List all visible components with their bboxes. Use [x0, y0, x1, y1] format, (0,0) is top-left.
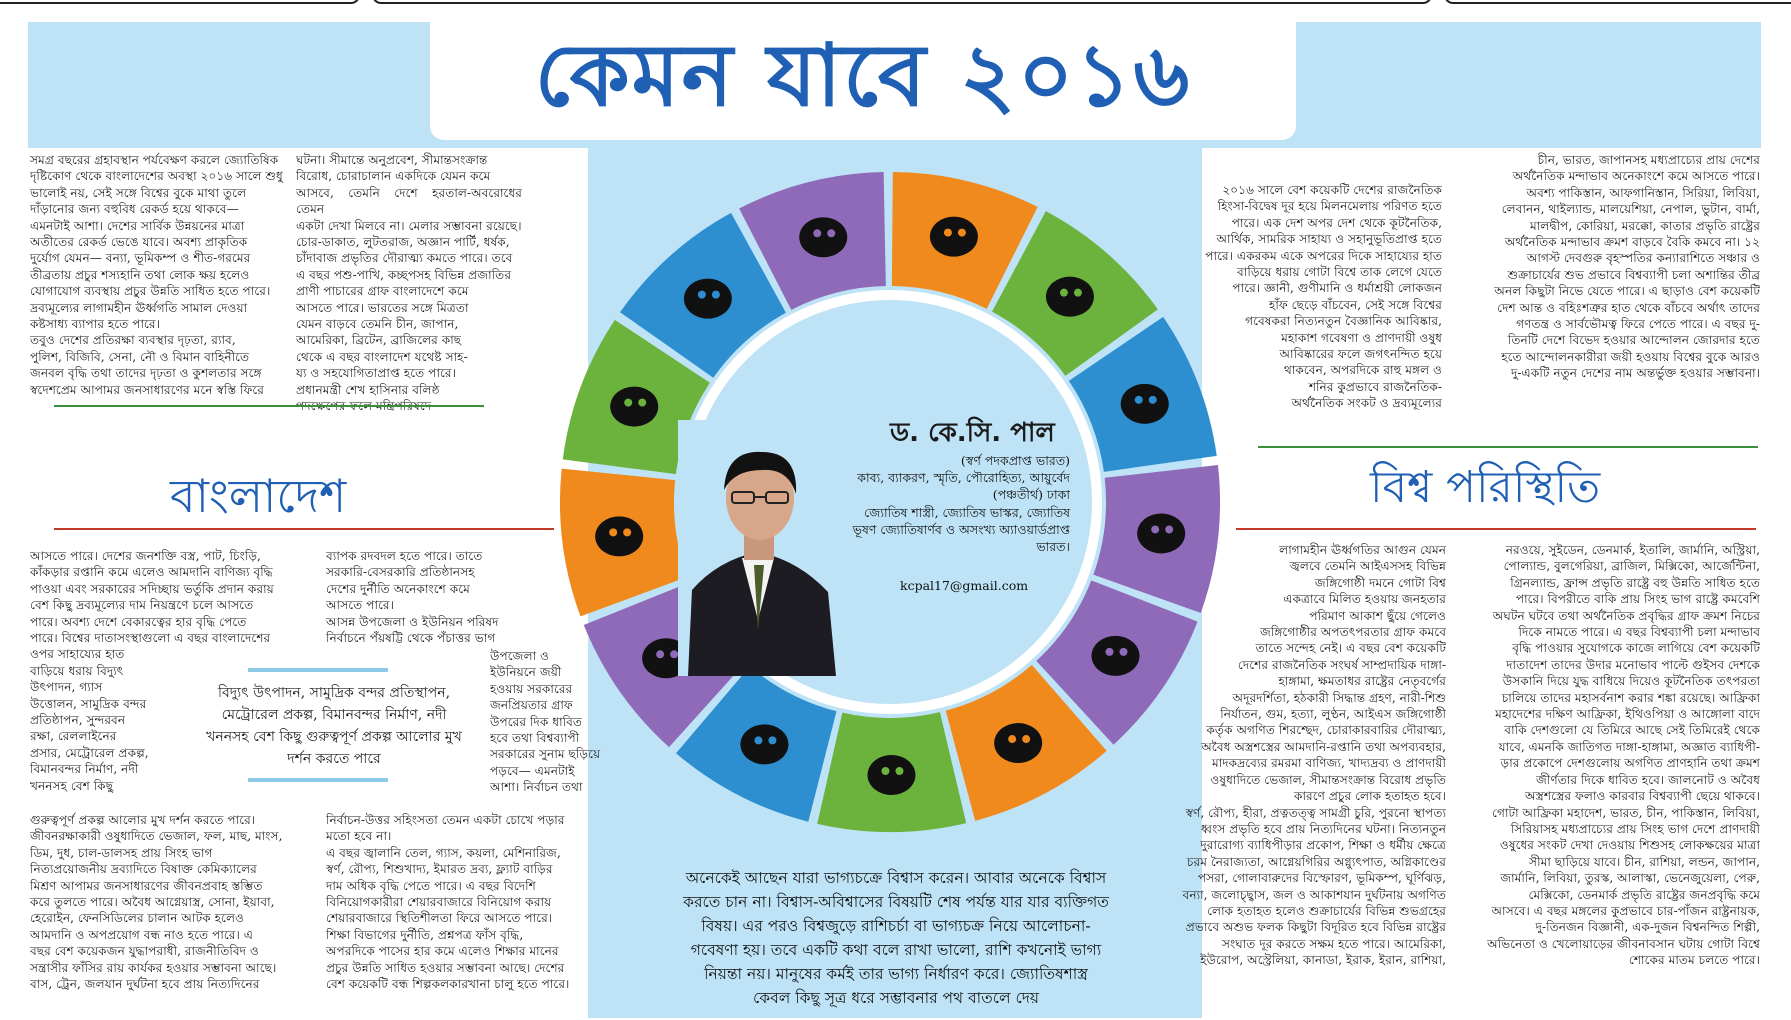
text-line: স্বর্ণ, রৌপ্য, শিশুখাদ্য, ইমারত দ্রব্য, ফ্ল্যাট বাড়ির — [326, 862, 553, 877]
text-line: পসরা, গোলাবারুদের বিস্ফোরণ, ভূমিকম্প, ঘূর্ণিঝড়, — [1197, 871, 1446, 886]
text-line: আশা। নির্বাচন তথা — [490, 780, 583, 795]
text-line: আসবে। এ বছর মঙ্গলের কুপ্রভাবে চার-পাঁজন রাষ্ট্রনায়ক, — [1491, 903, 1760, 918]
text-line: অবৈধ অস্ত্রশস্ত্রের আমদানি-রপ্তানি তথা অপব্যবহার, — [1201, 739, 1446, 754]
text-line: ভূষণ জ্যোতিষার্ণব ও অসংখ্য অ্যাওয়ার্ডপ্রাপ্ত — [852, 521, 1070, 537]
bangladesh-column-1-bottom — [30, 812, 298, 992]
text-line: যোগাযোগ ব্যবস্থায় প্রচুর উন্নতি সাধিত হতে পারে। — [30, 284, 271, 299]
text-line: দেশের দুর্নীতি অনেকাংশে কমে — [326, 581, 470, 596]
text-line: সরকারি-বেসরকারি প্রতিষ্ঠানসহ — [326, 565, 475, 580]
divider-bd-bottom — [54, 528, 554, 530]
text-line: পারে। অবশ্য দেশে বেকারত্বের হার বৃদ্ধি পেতে — [30, 614, 247, 629]
text-line: একত্রাবে মিলিত হওয়ায় জনহতার — [1283, 592, 1446, 607]
text-line: প্রতিষ্ঠাপন, সুন্দরবন — [30, 713, 126, 728]
text-line: দেশ আন্ত ও বহিঃশত্রুর হাত থেকে বাঁচবে অর্থাৎ তাদের — [1497, 300, 1760, 315]
text-line: দ্রব্যমূল্যের লাগামহীন ঊর্ধ্বগতি সামাল দেওয়া — [30, 300, 248, 315]
top-tab-center — [372, 0, 1432, 4]
text-line: পোল্যান্ড, বুলগেরিয়া, ব্রাজিল, মিক্সিকো, আর্জেন্টিনা, — [1503, 559, 1760, 574]
text-line: উসকানি দিয়ে যুদ্ধ বাধিয়ে দিয়েও কূটনৈতিক তৎপরতা — [1502, 674, 1760, 689]
text-line: বৃদ্ধি পাওয়ার সুযোগকে কাজে লাগিয়ে বেশ কয়েকটি — [1512, 641, 1760, 656]
text-line: খননসহ বেশ কিছু গুরুত্বপূর্ণ প্রকল্প আলোর মুখ — [206, 729, 462, 745]
text-line: পারে। জ্ঞানী, গুণীমানি ও ধর্মাশ্রয়ী লোকজন — [1232, 281, 1442, 296]
text-line: হাঙ্গামা, ক্ষমতাধর রাষ্ট্রের নেতৃবর্গের — [1278, 674, 1446, 689]
text-line: চাঁদাবাজ প্রভৃতির দৌরাত্ম্য কমতে পারে। তবে — [296, 251, 513, 266]
text-line: বিষয়। এর পরও বিশ্বজুড়ে রাশিচর্চা বা ভাগ্যচক্র নিয়ে আলোচনা- — [701, 917, 1091, 935]
text-line: যেমন বাড়বে তেমনি চীন, জাপান, — [296, 317, 459, 332]
text-line: নির্বাচন-উত্তর সহিংসতা তেমন একটা চোখে পড়ার — [326, 813, 565, 827]
text-line: অর্থনৈতিক সংকট ও দ্রব্যমূল্যের — [1291, 396, 1442, 411]
text-line: দিকে নামতে পারে। এ বছর বিশ্বব্যাপী চলা মন্দাভাব — [1518, 625, 1760, 640]
page-title: কেমন যাবে ২০১৬ — [534, 25, 1192, 126]
text-line: বাড়িয়ে ধরায় বিদ্যুৎ — [30, 663, 124, 678]
text-line: পারে। বিশ্বের দাতাসংস্থাগুলো এ বছর বাংলাদেশের — [30, 631, 271, 646]
text-line: দাঁড়ানোর জন্য বহুবিধ রেকর্ড হয়ে থাকবে— — [30, 202, 239, 217]
text-line: মহাদেশের দক্ষিণ আফ্রিকা, ইথিওপিয়া ও আঙ্গোলা বাদে — [1495, 707, 1760, 722]
text-line: অর্থনৈতিক মন্দাভাব অনেকাংশে কমে আসতে পারে। — [1512, 169, 1760, 184]
text-line: সমগ্র বছরের গ্রহাবস্থান পর্যবেক্ষণ করলে জ্যোতিষিক — [30, 153, 279, 167]
text-line: বাড়িয়ে ধরায় গোটা বিশ্বে তাক লেগে যেতে — [1237, 265, 1442, 280]
text-line: খননসহ বেশ কিছু — [30, 778, 114, 793]
text-line: গবেষকরা নিত্যনতুন বৈজ্ঞানিক আবিষ্কার, — [1245, 314, 1442, 329]
section-heading-bangladesh: বাংলাদেশ — [170, 469, 347, 523]
text-line: চোর-ডাকাত, লুটতরাজ, অজ্ঞান পার্টি, ধর্ষক, — [296, 235, 510, 250]
text-line: কাব্য, ব্যাকরণ, স্মৃতি, পৌরোহিত্য, আয়ুর্বেদ — [857, 470, 1070, 486]
text-line: জঙ্গিগোষ্ঠীর অপতৎপরতার গ্রাফ কমবে — [1259, 625, 1446, 640]
author-credentials — [808, 452, 1070, 555]
text-line: উৎপাদন, গ্যাস — [30, 680, 103, 695]
text-line: ২০১৬ সালে বেশ কয়েকটি দেশের রাজনৈতিক — [1222, 183, 1442, 197]
text-line: নির্যাতন, গুম, হত্যা, লুণ্ঠন, আইএস জঙ্গিগোষ্ঠী — [1220, 707, 1446, 722]
text-line: আবিষ্কারের ফলে জগৎনন্দিত হয়ে — [1279, 347, 1442, 362]
intro-quote — [618, 866, 1174, 1010]
text-line: ভালোই নয়, সেই সঙ্গে বিশ্বের বুকে মাথা তুলে — [30, 185, 247, 200]
author-email[interactable]: kcpal17@gmail.com — [900, 578, 1029, 593]
text-line: বেশ কয়েকটি বন্ধ শিল্পকলকারখানা চালু হতে পারে। — [326, 977, 570, 992]
text-line: (পঞ্চতীর্থ) ঢাকা — [992, 487, 1070, 503]
text-line: এমনটাই আশা। দেশের সার্বিক উন্নয়নের মাত্রা — [30, 218, 245, 233]
text-line: লাগামহীন ঊর্ধ্বগতির আগুন যেমন — [1279, 543, 1446, 557]
text-line: ওষুধের সংকট দেখা দেওয়ায় শিশুসহ লোকক্ষয়ের মাত্রা — [1499, 838, 1760, 853]
text-line: শনির কুপ্রভাবে রাজনৈতিক- — [1308, 379, 1442, 394]
text-line: আর্থিক, সামরিক সাহায্য ও সহানুভূতিপ্রাপ্ত হতে — [1216, 232, 1442, 247]
divider-bd-top — [54, 405, 484, 407]
text-line: সন্ত্রাসীর ফাঁসির রায় কার্যকর হওয়ার সম্ভাবনা আছে। — [30, 960, 277, 975]
text-line: বিমানবন্দর নির্মাণ, নদী — [30, 762, 139, 777]
text-line: নিত্যপ্রয়োজনীয় দ্রব্যাদিতে বিষাক্ত কেমিক্যালের — [30, 862, 257, 877]
text-line: মেট্রোরেল প্রকল্প, বিমানবন্দর নির্মাণ, নদী — [221, 707, 447, 723]
top-border — [0, 0, 1791, 6]
title-box — [430, 22, 1296, 140]
text-line: অস্ত্রশস্ত্রের ফলাও কারবার বিশ্বব্যাপী ছেয়ে থাকবে। — [1524, 789, 1760, 804]
text-line: আসন্ন উপজেলা ও ইউনিয়ন পরিষদ — [326, 614, 499, 629]
text-line: শিক্ষা বিভাগের দুর্নীতি, প্রশ্নপত্র ফাঁস বৃদ্ধি, — [326, 927, 524, 942]
text-line: থেকে এ বছর বাংলাদেশ যথেষ্ট সাহ- — [296, 349, 468, 364]
text-line: উপরের দিক ধাবিত — [490, 714, 583, 729]
text-line: করতে চান না। বিশ্বাস-অবিশ্বাসের বিষয়টি শেষ পর্যন্ত যার যার ব্যক্তিগত — [683, 893, 1109, 911]
text-line: আসতে পারে। ভারতের সঙ্গে মিত্রতা — [296, 300, 469, 315]
text-line: আগস্ট দেবগুরু বৃহস্পতির কন্যারাশিতে সঞ্চার ও — [1526, 251, 1760, 266]
text-line: জনবল বৃদ্ধি তথা তাদের দৃঢ়তা ও কুশলতার সঙ্গে — [30, 366, 262, 381]
text-line: পুলিশ, বিজিবি, সেনা, নৌ ও বিমান বাহিনীতে — [30, 349, 250, 364]
text-line: প্রধানমন্ত্রী শেখ হাসিনার বলিষ্ঠ — [296, 382, 440, 397]
text-line: বাকি দেশগুলো যে তিমিরে আছে সেই তিমিরেই থেকে — [1504, 723, 1760, 738]
text-line: থাকবেন, অপরদিকে রাহু মঙ্গল ও — [1283, 363, 1442, 378]
text-line: দুর্যোগ যেমন— বন্যা, ভূমিকম্প ও শীত-গরমের — [30, 251, 251, 266]
text-line: লোক হতাহত হলেও শুক্রাচার্যের বিভিন্ন শুভগ্রহের — [1207, 903, 1446, 918]
text-line: একটা দেখা মিলবে না। মেলার সম্ভাবনা রয়েছে। — [296, 218, 522, 233]
text-line: য্য ও সহযোগিতাপ্রাপ্ত হতে পারে। — [296, 366, 456, 381]
text-line: যাবে, এমনকি জাতিগত দাঙ্গা-হাঙ্গামা, অজ্ঞাত ব্যাধিপী- — [1498, 739, 1760, 754]
text-line: স্বর্ণ, রৌপ্য, হীরা, প্রত্নতত্ত্ব সামগ্রী চুরি, পুরনো স্থাপত্য — [1185, 805, 1446, 820]
text-line: কষ্টসাধ্য ব্যাপার হতে পারে। — [30, 317, 160, 332]
text-line: আসতে পারে। দেশের জনশক্তি বস্ত্র, পাট, চিংড়ি, — [30, 549, 261, 563]
text-line: কারণে প্রচুর লোক হতাহত হবে। — [1293, 789, 1446, 804]
text-line: জঙ্গিগোষ্ঠী দমনে গোটা বিশ্ব — [1314, 575, 1446, 590]
text-line: শোকের মাতম চলতে পারে। — [1628, 953, 1760, 968]
text-line: অতীতের রেকর্ড ভেঙে যাবে। অবশ্য প্রাকৃতিক — [30, 235, 248, 250]
text-line: অনল কিছুটা নিভে যেতে পারে। এ ছাড়াও বেশ কয়েকটি — [1494, 284, 1760, 299]
world-column-2-top — [1462, 152, 1760, 382]
text-line: গ্রিনল্যান্ড, ফ্রান্স প্রভৃতি রাষ্ট্রে বহু উন্নতি সাধিত হতে — [1510, 575, 1760, 590]
bangladesh-column-2-top — [296, 152, 522, 415]
text-line: সংঘাত দূর করতে সক্ষম হতে পারে। আমেরিকা, — [1221, 936, 1446, 951]
text-line: ওপর সাহায্যের হাত — [30, 647, 125, 662]
section-heading-world: বিশ্ব পরিস্থিতি — [1370, 462, 1601, 513]
text-line: আমেরিকা, ব্রিটেন, ব্রাজিলের কাছ — [296, 333, 462, 348]
text-line: জার্মানি, লিবিয়া, তুরস্ক, আলাস্কা, ভেনেজুয়েলা, পেরু, — [1500, 871, 1760, 886]
text-line: গবেষণা হয়। তবে একটি কথা বলে রাখা ভালো, রাশি কখনোই ভাগ্য — [690, 941, 1102, 959]
text-line: বাস, ট্রেন, জলযান দুর্ঘটনা হবে প্রায় নিত্যদিনের — [30, 977, 260, 992]
text-line: জ্বলবে তেমনি আইএসসহ বিভিন্ন — [1289, 559, 1446, 574]
text-line: ধ্বংস প্রভৃতি হবে প্রায় নিত্যদিনের ঘটনা। নিত্যনতুন — [1200, 821, 1446, 836]
text-line: করে তুলতে পারে। অবৈধ আগ্নেয়াস্ত্র, সোনা, ইয়াবা, — [30, 895, 275, 910]
text-line: কাঁকড়ার রপ্তানি কমে এলেও আমদানি বাণিজ্য বৃদ্ধি — [30, 565, 273, 580]
text-line: রক্ষা, রেললাইনের — [30, 729, 117, 744]
text-line: দেশের রাজনৈতিক সংঘর্ষ সাম্প্রদায়িক দাঙ্গা- — [1237, 657, 1446, 672]
text-line: জীর্ণতার দিকে ধাবিত হবে। জালনোট ও অবৈধ — [1535, 772, 1760, 787]
text-line: নরওয়ে, সুইডেন, ডেনমার্ক, ইতালি, জার্মানি, অস্ট্রিয়া, — [1505, 543, 1760, 557]
text-line: মালদ্বীপ, কোরিয়া, মরক্কো, কাতার প্রভৃতি রাষ্ট্রের — [1529, 218, 1760, 233]
text-line: বন্যা, জলোচ্ছ্বাস, জল ও আকাশযান দুর্ঘটনায় অগণিত — [1182, 887, 1446, 902]
text-line: উপজেলা ও — [490, 649, 550, 663]
text-line: জ্যোতিষ শাস্ত্রী, জ্যোতিষ ভাস্কর, জ্যোতিষ — [864, 504, 1070, 520]
text-line: ইউনিয়নে জয়ী — [490, 665, 562, 680]
text-line: তাতে সন্দেহ নেই। এ বছর বেশ কয়েকটি — [1255, 641, 1446, 656]
text-line: হতে আন্দোলনকারীরা জয়ী হওয়ায় বিশ্বের বুকে আরও — [1501, 349, 1760, 364]
text-line: ঘটনা। সীমান্তে অনুপ্রবেশ, সীমান্তসংক্রান্ত — [296, 153, 488, 167]
text-line: প্রচুর উন্নতি সাধিত হওয়ার সম্ভাবনা আছে। দেশের — [326, 960, 565, 975]
highlight-rule-top — [248, 668, 388, 672]
text-line: এ বছর জ্বালানি তেল, গ্যাস, কয়লা, মেশিনারিজ, — [326, 845, 561, 860]
text-line: সীমা ছাড়িয়ে যাবে। চীন, রাশিয়া, লন্ডন, জাপান, — [1529, 854, 1760, 869]
text-line: অর্থনৈতিক মন্দাভাব ক্রমশ বাড়বে বৈকি কমবে না। ১২ — [1504, 235, 1760, 250]
text-line: অদূরদর্শিতা, হঠকারী সিদ্ধান্ত গ্রহণ, নারী-শিশু — [1232, 690, 1446, 705]
text-line: চীন, ভারত, জাপানসহ মধ্যপ্রাচ্যের প্রায় দেশের — [1537, 153, 1760, 167]
bangladesh-column-1-top — [30, 152, 286, 398]
text-line: বিদ্যুৎ উৎপাদন, সামুদ্রিক বন্দর প্রতিস্থাপন, — [217, 685, 451, 701]
text-line: চালিয়ে তাদের মহাসর্বনাশ করার শঙ্কা রয়েছে। আফ্রিকা — [1501, 690, 1760, 705]
text-line: ওষুধাদিতে ভেজাল, সীমান্তসংক্রান্ত বিরোধ প্রভৃতি — [1210, 772, 1446, 787]
text-line: দাতাদেশ তাদের উদার মনোভাব পাল্টে গুইসব দেশকে — [1506, 657, 1760, 672]
text-line: হবে তথা বিশ্বব্যাপী — [490, 731, 580, 746]
text-line: অভিনেতা ও খেলোয়াড়ের জীবনাবসান ঘটায় গোটা বিশ্বে — [1487, 936, 1760, 951]
text-line: পারে। একরকম একে অপরের দিকে সাহায্যের হাত — [1205, 248, 1442, 263]
text-line: বিরোধ, চোরাচালান একদিকে যেমন কমে — [296, 169, 491, 184]
text-line: ভারত। — [1036, 539, 1070, 555]
text-line: প্রভাবে অশুভ ফলক কিছুটা বিদূরিত হবে বিভিন্ন রাষ্ট্রের — [1185, 920, 1446, 935]
text-line: নির্বাচনে পঁয়ষট্টি থেকে পঁচাত্তর ভাগ — [326, 631, 496, 646]
text-line: শেয়ারবাজারে স্থিতিশীলতা ফিরে আসতে পারে। — [326, 911, 553, 926]
text-line: দর্শন করতে পারে — [287, 751, 381, 767]
top-tab-left — [0, 0, 360, 4]
text-line: জনপ্রিয়তার গ্রাফ — [490, 698, 573, 713]
text-line: পরিমাণ আকাশ ছুঁয়ে গেলেও — [1309, 608, 1446, 623]
text-line: তীব্রতায় প্রচুর শস্যহানি তথা লোক ক্ষয় হলেও — [30, 267, 250, 282]
text-line: তিনটি দেশে বিভেদ হওয়ার আন্দোলন জোরদার হতে — [1507, 333, 1760, 348]
text-line: অঘটন ঘটবে তথা অর্থনৈতিক প্রবৃদ্ধির গ্রাফ ক্রমশ নিচের — [1492, 608, 1760, 623]
top-tab-right — [1444, 0, 1791, 4]
text-line: উত্তোলন, সামুদ্রিক বন্দর — [30, 696, 147, 711]
text-line: হিংসা-বিদ্বেষ দূর হয়ে মিলনমেলায় পরিণত হতে — [1217, 199, 1442, 214]
text-line: আসবে, তেমনি দেশে হরতাল-অবরোধের তেমন — [296, 185, 522, 217]
text-line: লেবানন, থাইল্যান্ড, মালয়েশিয়া, নেপাল, ভুটান, বার্মা, — [1501, 202, 1760, 217]
text-line: মহাকাশ গবেষণা ও প্রাণদায়ী ওষুধ — [1281, 330, 1442, 345]
text-line: প্রাণী পাচারের গ্রাফ বাংলাদেশে কমে — [296, 284, 469, 299]
text-line: শুক্রাচার্যের শুভ প্রভাবে বিশ্বব্যাপী চলা অশান্তির তীব্র — [1507, 267, 1760, 282]
text-line: কেবল কিছু সূত্র ধরে সম্ভাবনার পথ বাতলে দেয় — [752, 989, 1040, 1007]
text-line: অপরদিকে পাসের হার কমে এলেও শিক্ষার মানের — [326, 944, 559, 959]
divider-world-bottom — [1236, 528, 1756, 530]
text-line: বেশ কিছু দ্রব্যমূল্যের দাম নিয়ন্ত্রণে চলে আসতে — [30, 598, 254, 613]
text-line: জীবনরক্ষাকারী ওষুধাদিতে ভেজাল, ফল, মাছ, মাংস, — [30, 829, 283, 844]
text-line: হেরোইন, ফেনসিডিলের চালান আটক হলেও — [30, 911, 245, 926]
text-line: পারে। এক দেশ অপর দেশ থেকে কূটনৈতিক, — [1231, 215, 1442, 230]
text-line: হওয়ায় সরকারের — [490, 681, 573, 696]
text-line: প্রসার, মেট্রোরেল প্রকল্প, — [30, 745, 149, 760]
text-line: বিনিয়োগকারীরা শেয়ারবাজারে বিনিয়োগ করায় — [326, 895, 552, 910]
text-line: গণতন্ত্র ও সার্বভৌমত্ব ফিরে পেতে পারে। এ বছর দু- — [1516, 317, 1760, 332]
text-line: অবশ্য পাকিস্তান, আফগানিস্তান, সিরিয়া, লিবিয়া, — [1526, 185, 1760, 200]
text-line: ব্যাপক রদবদল হতে পারে। তাতে — [326, 549, 483, 563]
text-line: এ বছর পশু-পাখি, কচ্ছপসহ বিভিন্ন প্রজাতির — [296, 267, 512, 282]
text-line: সরকারের সুনাম ছড়িয়ে — [490, 747, 601, 762]
text-line: দৃষ্টিকোণ থেকে বাংলাদেশের অবস্থা ২০১৬ সালে শুধু — [30, 169, 283, 184]
text-line: ড়ার প্রকোপে দেশগুলোয় অগণিত প্রাণহানি তথা ক্রমশ — [1500, 756, 1760, 771]
text-line: মাদকদ্রব্যের রমরমা বাণিজ্য, খাদ্যদ্রব্য ও প্রাণদায়ী — [1211, 756, 1446, 771]
text-line: ডিম, দুধ, চাল-ডালসহ প্রায় সিংহ ভাগ — [30, 845, 213, 860]
text-line: দাম অধিক বৃদ্ধি পেতে পারে। এ বছর বিদেশি — [326, 878, 536, 893]
text-line: অনেকেই আছেন যারা ভাগ্যচক্রে বিশ্বাস করেন। আবার অনেকে বিশ্বাস — [685, 869, 1107, 887]
text-line: কর্তৃক অগণিত শিরশ্ছেদ, চোরাকারবারির দৌরাত্ম্য, — [1206, 723, 1446, 738]
text-line: আমদানি ও অপপ্রয়োগ বন্ধ নাও হতে পারে। এ — [30, 927, 253, 942]
text-line: দু-একটি নতুন দেশের নাম অন্তর্ভুক্ত হওয়ার সম্ভাবনা। — [1511, 366, 1760, 381]
text-line: আসতে পারে। — [326, 598, 394, 613]
text-line: তবুও দেশের প্রতিরক্ষা ব্যবস্থার দৃঢ়তা, র‌্যাব, — [30, 333, 236, 348]
text-line: পারে। বিপরীতে বাকি প্রায় সিংহ ভাগ রাষ্ট্রে কমবেশি — [1515, 592, 1760, 607]
text-line: পাওয়া এবং সরকারের সদিচ্ছায় ভর্তুকি প্রদান করায় — [30, 581, 274, 596]
text-line: সিরিয়াসহ মধ্যপ্রাচ্যের প্রায় সিংহ ভাগ দেশে প্রাণদায়ী — [1510, 821, 1760, 836]
text-line: ইউরোপ, অস্ট্রেলিয়া, কানাডা, ইরাক, ইরান, রাশিয়া, — [1200, 953, 1446, 968]
text-line: গুরুত্বপূর্ণ প্রকল্প আলোর মুখ দর্শন করতে পারে। — [30, 813, 256, 827]
text-line: গোটা আফ্রিকা মহাদেশ, ভারত, চীন, পাকিস্তান, লিবিয়া, — [1492, 805, 1760, 820]
text-line: নিয়ন্তা নয়। মানুষের কর্মই তার ভাগ্য নির্ধারণ করে। জ্যোতিষশাস্ত্র — [704, 965, 1088, 983]
author-name: ড. কে.সি. পাল — [890, 418, 1055, 448]
text-line: (স্বর্ণ পদকপ্রাপ্ত ভারত) — [960, 453, 1070, 468]
text-line: দু-তিনজন বিজ্ঞানী, এক-দুজন বিশ্বনন্দিত শিল্পী, — [1535, 920, 1760, 935]
text-line: পড়বে— এমনটাই — [490, 763, 575, 778]
text-line: মতো হবে না। — [326, 829, 392, 844]
text-line: স্বদেশপ্রেম আপামর জনসাধারণের মনে স্বস্তি ফিরে — [30, 382, 264, 397]
text-line: হাঁফ ছেড়ে বাঁচবেন, সেই সঙ্গে বিশ্বের — [1268, 297, 1442, 312]
highlight-rule-bottom — [248, 778, 388, 782]
highlight-box — [178, 682, 490, 770]
divider-world-top — [1258, 446, 1758, 448]
text-line: চরম নৈরাজ্যতা, আগ্নেয়গিরির অগ্ন্যুৎপাত, অগ্নিকাণ্ডের — [1186, 854, 1446, 869]
text-line: মেক্সিকো, ডেনমার্ক প্রভৃতি রাষ্ট্রের জনপ্রবৃদ্ধি কমে — [1528, 887, 1760, 902]
world-column-2-bottom — [1462, 542, 1760, 969]
text-line: দুরারোগ্য ব্যাধিপীড়ার প্রকোপ, শিক্ষা ও ধর্মীয় ক্ষেত্রে — [1200, 838, 1446, 853]
text-line: বছর বেশ কয়েকজন যুদ্ধাপরাধী, রাজনীতিবিদ ও — [30, 944, 259, 959]
text-line: মিশ্রণ আপামর জনসাধারণের জীবনপ্রবাহ স্তম্ভিত — [30, 878, 263, 893]
